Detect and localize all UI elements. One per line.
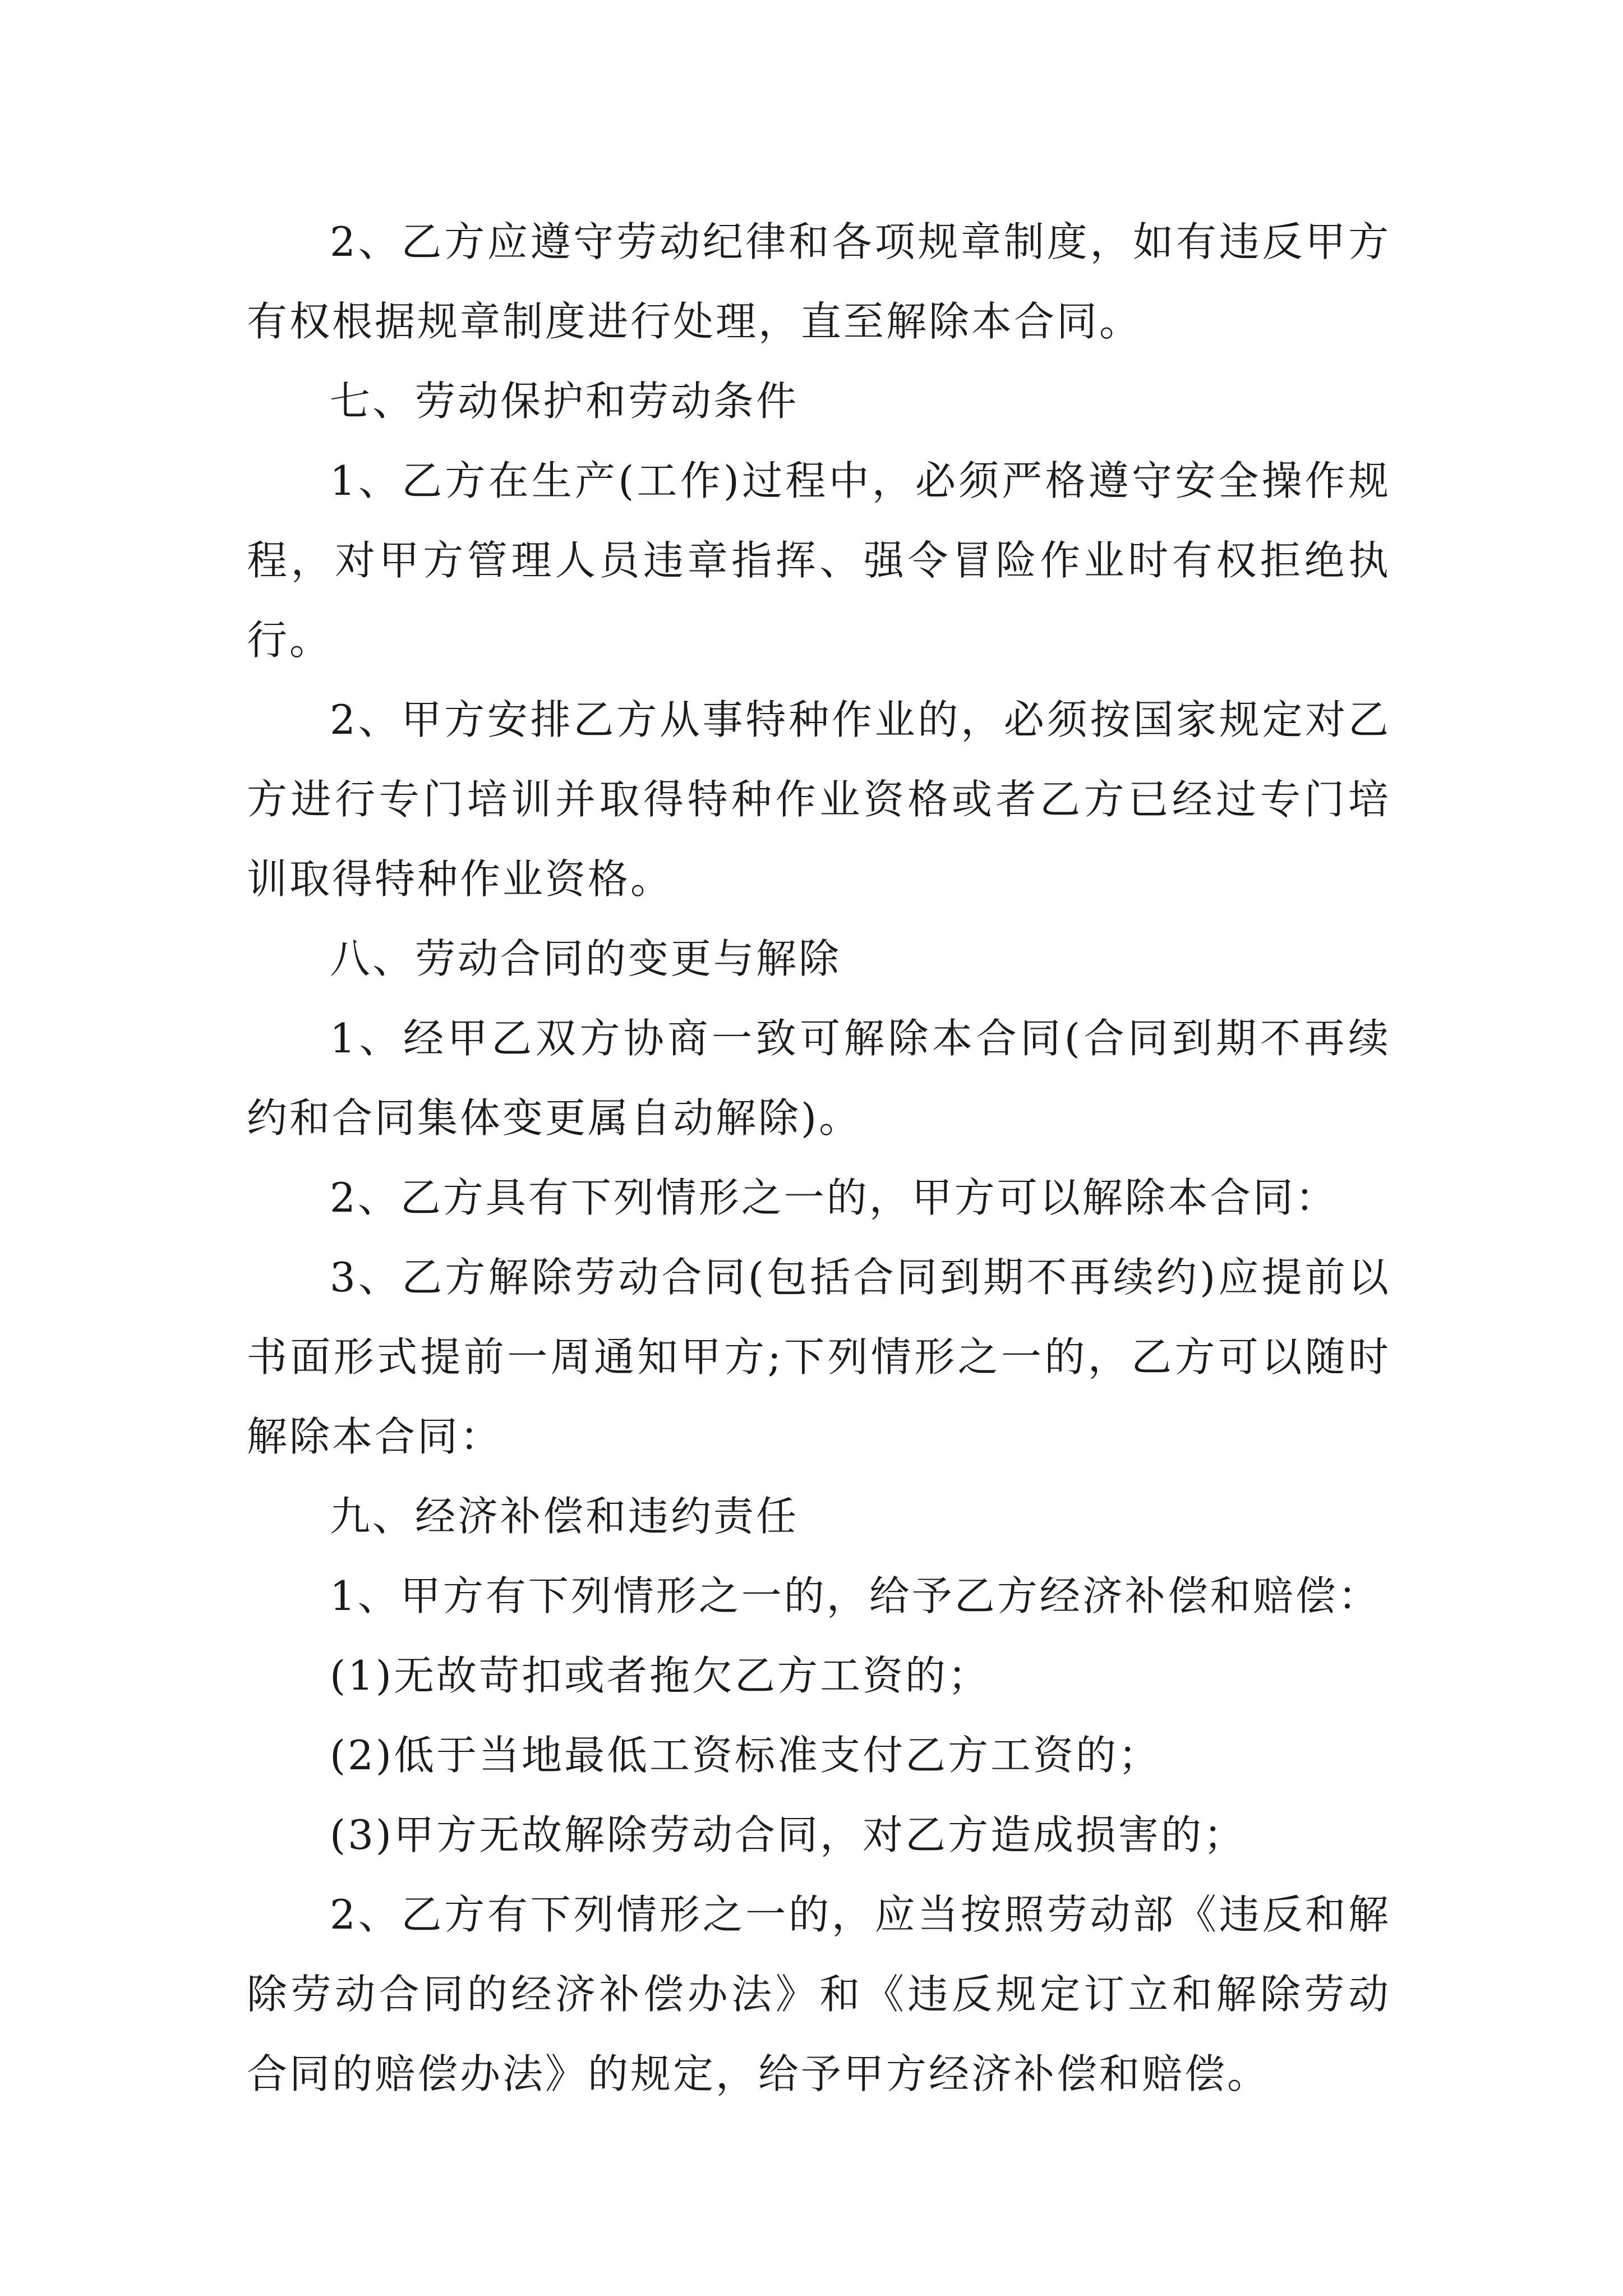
paragraph-employee-termination: 3、乙方解除劳动合同(包括合同到期不再续约)应提前以书面形式提前一周通知甲方;下列情形之一的，乙方可以随时解除本合同： (247, 1254, 1391, 1460)
paragraph-special-training: 2、甲方安排乙方从事特种作业的，必须按国家规定对乙方进行专门培训并取得特种作业资格或者乙方已经过专门培训取得特种作业资格。 (247, 696, 1391, 903)
paragraph-employer-compensation: 1、甲方有下列情形之一的，给予乙方经济补偿和赔偿： (330, 1572, 1381, 1619)
paragraph-employer-termination: 2、乙方具有下列情形之一的，甲方可以解除本合同： (330, 1174, 1338, 1221)
list-item-minimum-wage: (2)低于当地最低工资标准支付乙方工资的； (330, 1732, 1161, 1779)
section-heading-contract-change: 八、劳动合同的变更与解除 (330, 935, 842, 982)
paragraph-safety-rules: 1、乙方在生产(工作)过程中，必须严格遵守安全操作规程，对甲方管理人员违章指挥、强令冒险作业时有权拒绝执行。 (247, 457, 1391, 664)
list-item-unjust-dismissal: (3)甲方无故解除劳动合同，对乙方造成损害的； (330, 1811, 1246, 1858)
list-item-wage-withholding: (1)无故苛扣或者拖欠乙方工资的； (330, 1652, 990, 1699)
paragraph-discipline: 2、乙方应遵守劳动纪律和各项规章制度，如有违反甲方有权根据规章制度进行处理，直至解除本合同。 (247, 218, 1391, 345)
section-heading-labor-protection: 七、劳动保护和劳动条件 (330, 378, 799, 425)
section-heading-compensation: 九、经济补偿和违约责任 (330, 1493, 799, 1540)
paragraph-employee-compensation: 2、乙方有下列情形之一的，应当按照劳动部《违反和解除劳动合同的经济补偿办法》和《违反规定订立和解除劳动合同的赔偿办法》的规定，给予甲方经济补偿和赔偿。 (247, 1891, 1391, 2097)
document-body (247, 202, 1391, 2114)
paragraph-mutual-termination: 1、经甲乙双方协商一致可解除本合同(合同到期不再续约和合同集体变更属自动解除)。 (247, 1015, 1391, 1142)
